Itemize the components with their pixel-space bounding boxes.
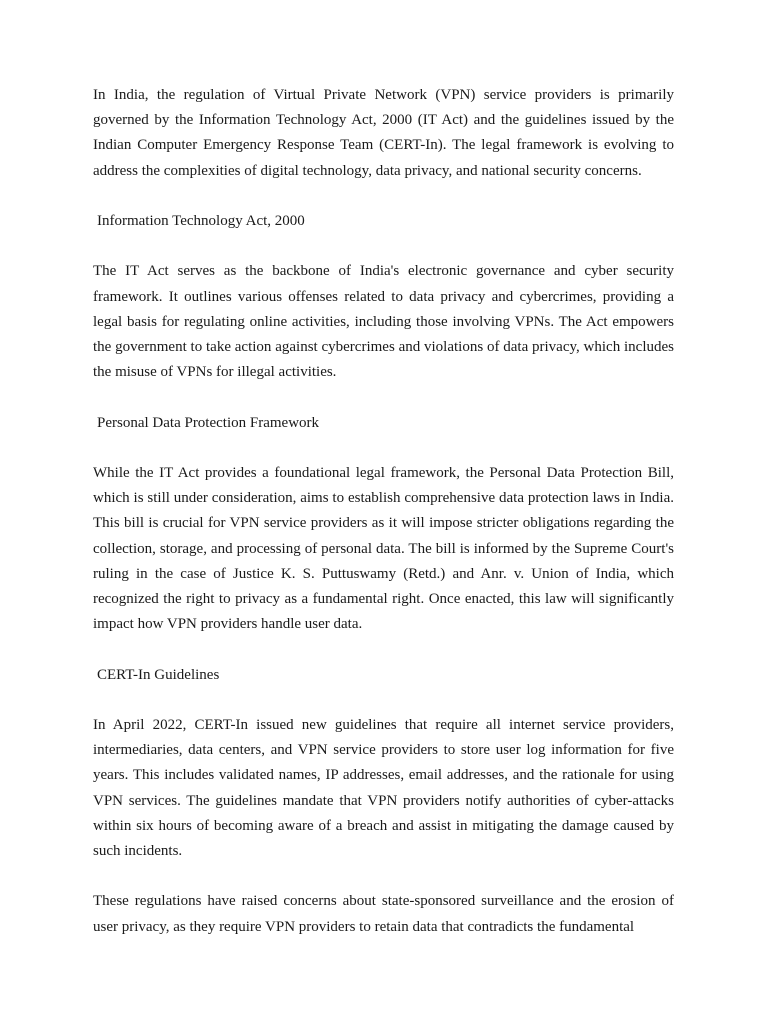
intro-paragraph: In India, the regulation of Virtual Private Network (VPN) service providers is primarily governed by the Information Technology Act, 2000 (IT Act) and the guidelines issued by the Indian Computer Emergency Response Team (CERT-In). The legal framework is evolving to address the complexities of digital technology, data privacy, and national security concerns. (93, 87, 674, 179)
it-act-paragraph: The IT Act serves as the backbone of India's electronic governance and cyber security framework. It outlines various offenses related to data privacy and cybercrimes, providing a legal basis for regulating online activities, including those involving VPNs. The Act empowers the government to take action against cybercrimes and violations of data privacy, which includes the misuse of VPNs for illegal activities. (93, 263, 674, 381)
document-page (93, 83, 674, 965)
cert-in-paragraph: In April 2022, CERT-In issued new guidelines that require all internet service providers, intermediaries, data centers, and VPN service providers to store user log information for five years. This includes validated names, IP addresses, email addresses, and the rationale for using VPN services. The guidelines mandate that VPN providers notify authorities of cyber-attacks within six hours of becoming aware of a breach and assist in mitigating the damage caused by such incidents. (93, 716, 674, 859)
section-heading-data-protection: Personal Data Protection Framework (97, 414, 320, 431)
concerns-paragraph: These regulations have raised concerns about state-sponsored surveillance and the erosion of user privacy, as they require VPN providers to retain data that contradicts the fundamental (93, 893, 674, 935)
section-heading-it-act: Information Technology Act, 2000 (97, 213, 305, 229)
section-heading-cert-in: CERT-In Guidelines (97, 666, 220, 683)
data-protection-paragraph: While the IT Act provides a foundational legal framework, the Personal Data Protection Bill, which is still under consideration, aims to establish comprehensive data protection laws in India. This bill is crucial for VPN service providers as it will impose stricter obligations regarding the collection, storage, and processing of personal data. The bill is informed by the Supreme Court's ruling in the case of Justice K. S. Puttuswamy (Retd.) and Anr. v. Union of India, which recognized the right to privacy as a fundamental right. Once enacted, this law will significantly impact how VPN providers handle user data. (93, 464, 674, 633)
